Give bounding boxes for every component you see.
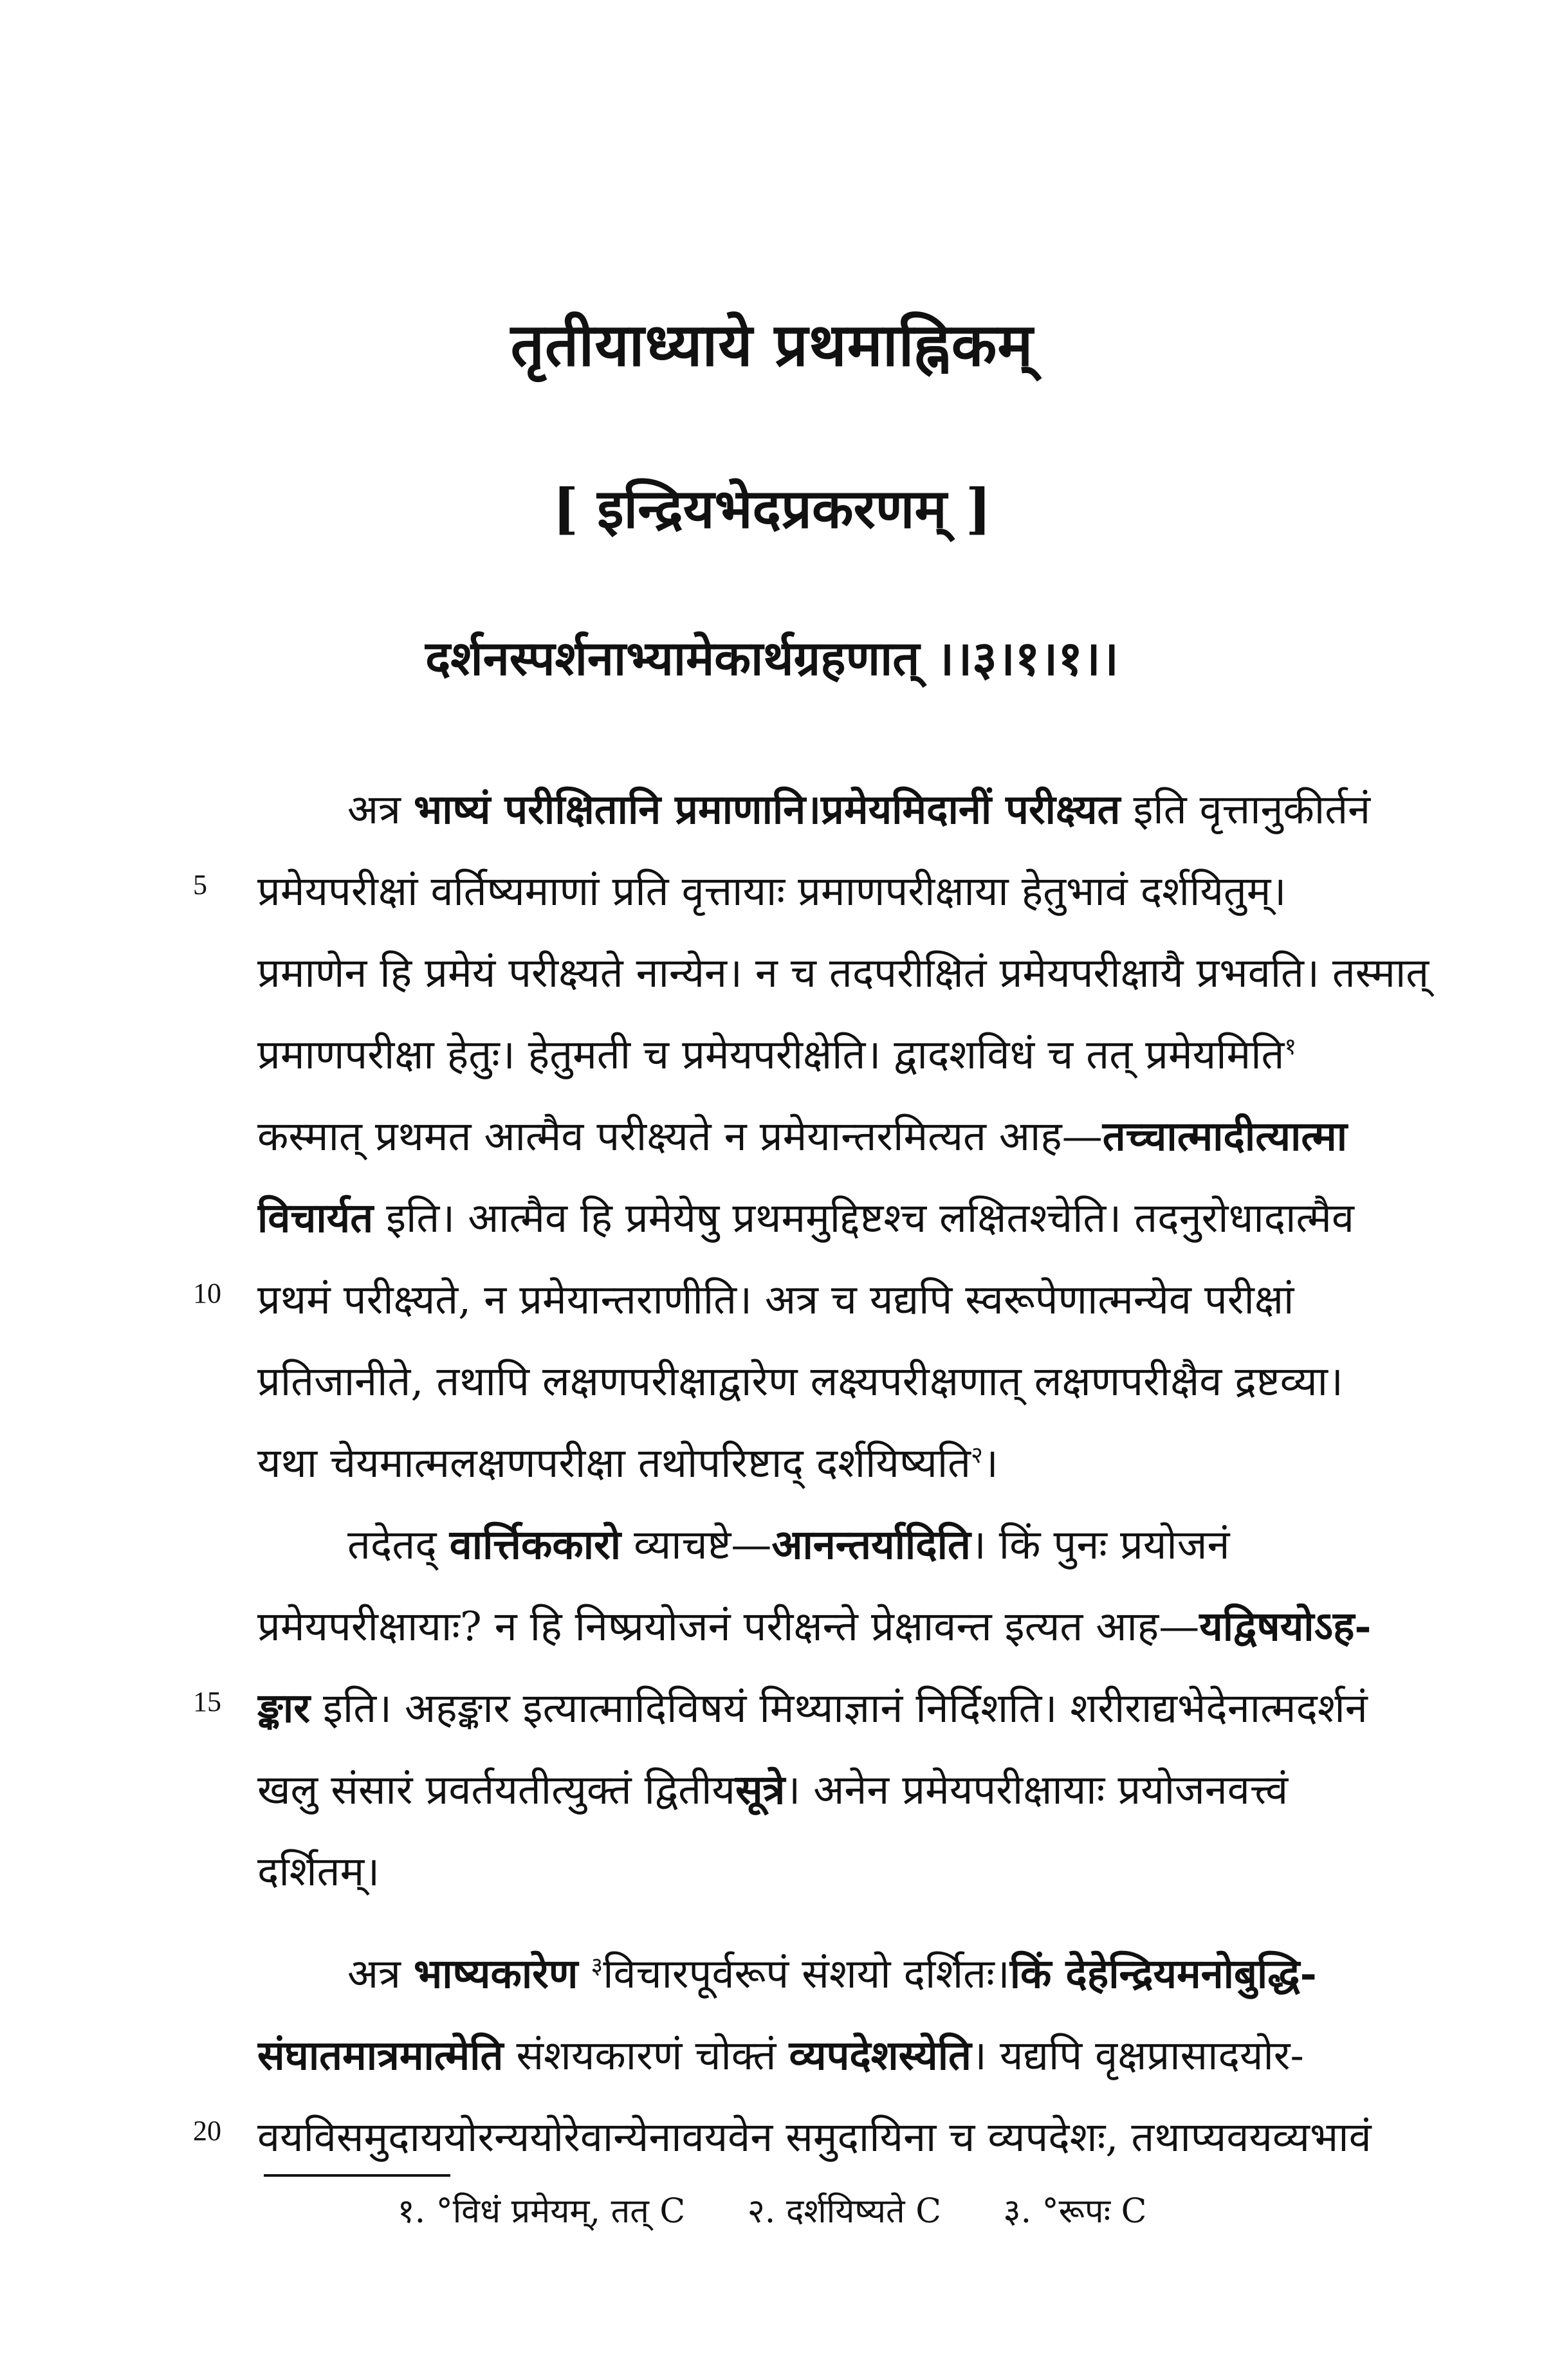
text-line bbox=[257, 1749, 1467, 1831]
text-segment: किं देहेन्द्रियमनोबुद्धि- bbox=[1009, 1950, 1317, 1997]
sutra-heading: दर्शनस्पर्शनाभ्यामेकार्थग्रहणात् ।।३।१।१।। bbox=[425, 631, 1119, 686]
text-segment: वार्त्तिककारो bbox=[449, 1521, 621, 1568]
text-line bbox=[257, 2096, 1467, 2178]
text-segment: आनन्तर्यादिति bbox=[771, 1521, 971, 1568]
text-line bbox=[257, 1586, 1467, 1667]
text-line bbox=[257, 1341, 1467, 1422]
text-segment: । किं पुनः प्रयोजनं bbox=[970, 1521, 1230, 1568]
text-segment: तच्चात्मादीत्यात्मा bbox=[1102, 1112, 1348, 1160]
text-line bbox=[257, 1933, 1467, 2015]
footnote-rule bbox=[264, 2174, 450, 2177]
text-segment: वयविसमुदाययोरन्ययोरेवान्येनावयवेन समुदायिना च व्यपदेशः, तथाप्यवयव्यभावं bbox=[257, 2114, 1372, 2161]
footnote-marker: २ bbox=[971, 1442, 983, 1469]
text-segment: विचारपूर्वरूपं संशयो दर्शितः। bbox=[603, 1950, 1010, 1997]
line-number: 15 bbox=[193, 1686, 221, 1717]
text-segment: खलु संसारं प्रवर्तयतीत्युक्तं द्वितीय bbox=[257, 1766, 735, 1813]
text-segment: तदेतद् bbox=[347, 1521, 450, 1568]
text-line bbox=[257, 1504, 1467, 1586]
footnote: २. दर्शयिष्यते C bbox=[747, 2192, 941, 2231]
text-segment: इति। आत्मैव हि प्रमेयेषु प्रथममुद्दिष्टश्च लक्षितश्चेति। तदनुरोधादात्मैव bbox=[373, 1195, 1354, 1241]
text-segment: । अनेन प्रमेयपरीक्षायाः प्रयोजनवत्त्वं bbox=[785, 1766, 1289, 1813]
text-segment: प्रमेयपरीक्षायाः? न हि निष्प्रयोजनं परीक्षन्ते प्रेक्षावन्त इत्यत आह— bbox=[257, 1603, 1200, 1650]
text-segment: । यद्यपि वृक्षप्रासादयोर- bbox=[971, 2032, 1304, 2079]
text-segment: प्रतिजानीते, तथापि लक्षणपरीक्षाद्वारेण लक्ष्यपरीक्षणात् लक्षणपरीक्षैव द्रष्टव्या। bbox=[257, 1358, 1343, 1405]
text-line bbox=[257, 1667, 1467, 1749]
text-segment: इति वृत्तानुकीर्तनं bbox=[1120, 786, 1371, 833]
text-segment: कस्मात् प्रथमत आत्मैव परीक्ष्यते न प्रमेयान्तरमित्यत आह— bbox=[257, 1113, 1103, 1160]
text-line bbox=[257, 769, 1467, 850]
chapter-title: तृतीयाध्याये प्रथमाह्निकम् bbox=[510, 310, 1034, 380]
line-number: 10 bbox=[193, 1277, 221, 1309]
text-segment: व्याचष्टे— bbox=[621, 1521, 772, 1568]
text-segment: । bbox=[982, 1440, 998, 1487]
text-segment: ङ्कार bbox=[257, 1684, 310, 1732]
text-line bbox=[257, 1831, 1467, 1912]
text-line bbox=[257, 932, 1467, 1014]
section-title: [ इन्द्रियभेदप्रकरणम् ] bbox=[553, 477, 991, 540]
text-line bbox=[257, 2015, 1467, 2096]
footnote: १. °विधं प्रमेयम्, तत् C bbox=[397, 2192, 686, 2231]
text-segment: यद्विषयोऽह- bbox=[1199, 1602, 1372, 1650]
footnote: ३. °रूपः C bbox=[1003, 2192, 1147, 2231]
footnote-marker: ३ bbox=[591, 1953, 603, 1979]
text-segment: विचार्यत bbox=[257, 1194, 374, 1241]
line-number: 20 bbox=[193, 2115, 221, 2147]
text-segment: भाष्यकारेण bbox=[413, 1950, 578, 1997]
text-segment: सूत्रे bbox=[735, 1766, 786, 1813]
text-line bbox=[257, 1177, 1467, 1259]
text-segment: इति। अहङ्कार इत्यात्मादिविषयं मिथ्याज्ञानं निर्दिशति। शरीराद्यभेदेनात्मदर्शनं bbox=[309, 1685, 1368, 1732]
text-segment: यथा चेयमात्मलक्षणपरीक्षा तथोपरिष्टाद् दर्शयिष्यति bbox=[257, 1440, 971, 1487]
footnotes bbox=[0, 2187, 1544, 2233]
text-segment: प्रथमं परीक्ष्यते, न प्रमेयान्तराणीति। अत्र च यद्यपि स्वरूपेणात्मन्येव परीक्षां bbox=[257, 1276, 1294, 1323]
text-segment: संघातमात्रमात्मेति bbox=[257, 2031, 504, 2079]
text-line bbox=[257, 850, 1467, 932]
text-segment: दर्शितम्। bbox=[257, 1848, 380, 1895]
text-line bbox=[257, 1422, 1467, 1504]
footnote-marker: १ bbox=[1284, 1034, 1297, 1060]
line-number: 5 bbox=[193, 869, 207, 901]
text-segment: संशयकारणं चोक्तं bbox=[503, 2032, 789, 2079]
text-segment: प्रमाणेन हि प्रमेयं परीक्ष्यते नान्येन। न च तदपरीक्षितं प्रमेयपरीक्षायै प्रभवति। तस्मात् bbox=[257, 949, 1429, 996]
text-segment: प्रमेयपरीक्षां वर्तिष्यमाणां प्रति वृत्तायाः प्रमाणपरीक्षाया हेतुभावं दर्शयितुम्। bbox=[257, 868, 1287, 915]
text-segment: प्रमेयमिदानीं परीक्ष्यत bbox=[821, 785, 1121, 833]
text-segment: अत्र bbox=[347, 1950, 414, 1997]
text-segment: भाष्यं परीक्षितानि प्रमाणानि। bbox=[413, 785, 822, 833]
text-segment bbox=[578, 1950, 591, 1997]
text-line bbox=[257, 1259, 1467, 1341]
text-segment: व्यपदेशस्येति bbox=[789, 2031, 971, 2079]
text-line bbox=[257, 1095, 1467, 1177]
text-segment: प्रमाणपरीक्षा हेतुः। हेतुमती च प्रमेयपरीक्षेति। द्वादशविधं च तत् प्रमेयमिति bbox=[257, 1031, 1285, 1078]
text-segment: अत्र bbox=[347, 786, 414, 833]
body-text bbox=[257, 769, 1467, 2178]
text-line bbox=[257, 1014, 1467, 1095]
